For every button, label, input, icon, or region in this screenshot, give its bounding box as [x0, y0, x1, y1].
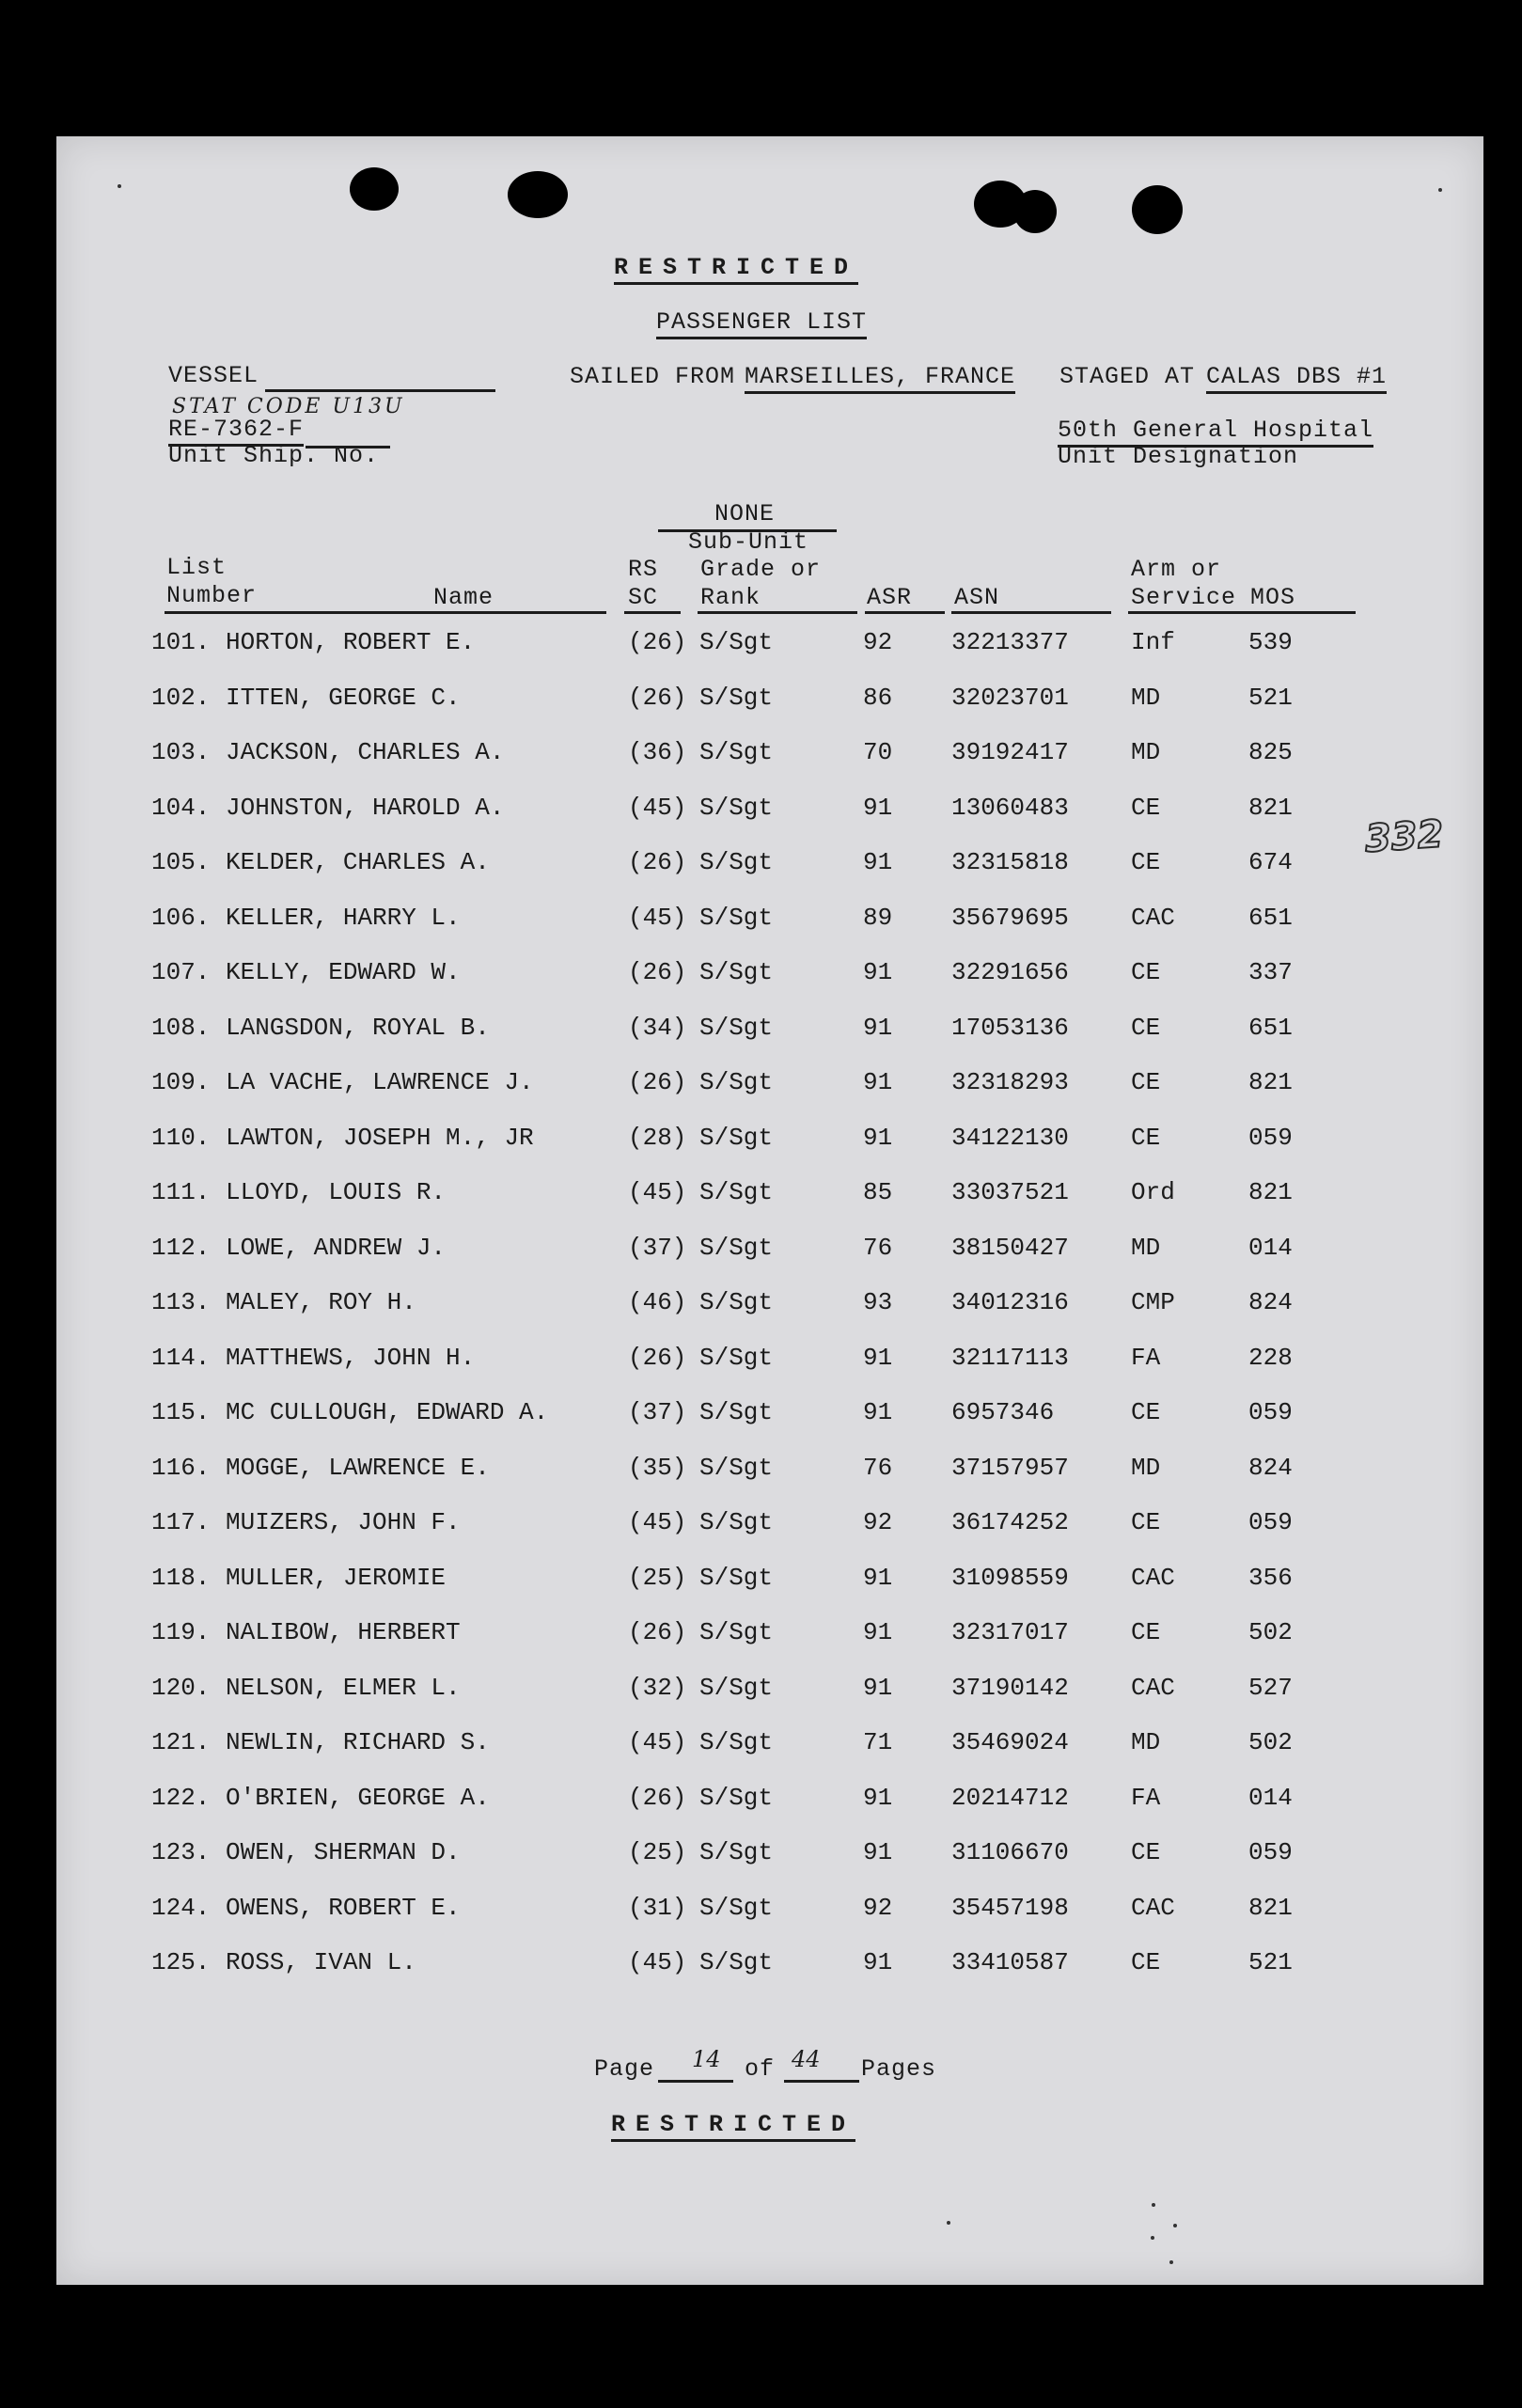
cell-name: OWEN, SHERMAN D.: [226, 1838, 461, 1866]
table-row: [0, 1178, 1522, 1233]
cell-asr: 85: [863, 1178, 893, 1206]
cell-num: 124.: [151, 1893, 211, 1922]
cell-rank: S/Sgt: [699, 1618, 774, 1646]
cell-arm: Inf: [1131, 628, 1175, 656]
cell-arm: Ord: [1131, 1178, 1175, 1206]
cell-rank: S/Sgt: [699, 1508, 774, 1536]
cell-asn: 32317017: [951, 1618, 1069, 1646]
paper-speck: [947, 2221, 950, 2225]
cell-rank: S/Sgt: [699, 1783, 774, 1812]
cell-mos: 651: [1248, 903, 1293, 932]
col-asr: ASR: [867, 584, 913, 611]
table-row: [0, 1454, 1522, 1508]
cell-name: LA VACHE, LAWRENCE J.: [226, 1068, 534, 1096]
cell-num: 111.: [151, 1178, 211, 1206]
staged-at-label: STAGED AT: [1059, 363, 1196, 390]
table-row: [0, 958, 1522, 1013]
footer-page-label: Page: [594, 2055, 655, 2083]
cell-rs: (45): [628, 793, 687, 822]
cell-asr: 91: [863, 1343, 893, 1372]
table-row: [0, 1398, 1522, 1453]
cell-mos: 821: [1248, 1893, 1293, 1922]
cell-asn: 6957346: [951, 1398, 1055, 1426]
cell-mos: 502: [1248, 1728, 1293, 1756]
cell-asr: 91: [863, 1948, 893, 1976]
cell-mos: 059: [1248, 1838, 1293, 1866]
cell-asn: 34122130: [951, 1123, 1069, 1152]
col-grade-line2: Rank: [700, 584, 761, 611]
cell-rank: S/Sgt: [699, 1563, 774, 1592]
cell-asn: 13060483: [951, 793, 1069, 822]
cell-mos: 825: [1248, 738, 1293, 766]
cell-rs: (26): [628, 848, 687, 876]
cell-rank: S/Sgt: [699, 1398, 774, 1426]
table-row: [0, 1068, 1522, 1123]
table-row: [0, 904, 1522, 958]
cell-num: 123.: [151, 1838, 211, 1866]
cell-num: 118.: [151, 1563, 211, 1592]
cell-asn: 32117113: [951, 1343, 1069, 1372]
punch-hole: [1013, 190, 1057, 233]
cell-num: 115.: [151, 1398, 211, 1426]
cell-asr: 91: [863, 1673, 893, 1702]
sailed-from-label: SAILED FROM: [570, 363, 736, 390]
table-row: [0, 1618, 1522, 1673]
sub-unit-value: NONE: [714, 500, 776, 527]
cell-name: ITTEN, GEORGE C.: [226, 683, 461, 712]
cell-asn: 32315818: [951, 848, 1069, 876]
cell-num: 112.: [151, 1233, 211, 1262]
cell-name: LOWE, ANDREW J.: [226, 1233, 447, 1262]
cell-asn: 35457198: [951, 1893, 1069, 1922]
cell-name: KELDER, CHARLES A.: [226, 848, 490, 876]
cell-rank: S/Sgt: [699, 1453, 774, 1482]
cell-num: 102.: [151, 683, 211, 712]
cell-asr: 91: [863, 793, 893, 822]
cell-name: JOHNSTON, HAROLD A.: [226, 793, 505, 822]
cell-num: 121.: [151, 1728, 211, 1756]
cell-num: 105.: [151, 848, 211, 876]
cell-rs: (26): [628, 683, 687, 712]
cell-asn: 36174252: [951, 1508, 1069, 1536]
table-row: [0, 684, 1522, 738]
table-row: [0, 1784, 1522, 1838]
cell-asn: 17053136: [951, 1013, 1069, 1042]
punch-hole: [1132, 185, 1183, 234]
cell-arm: CAC: [1131, 1673, 1175, 1702]
header-rule: [951, 611, 1111, 614]
paper-speck: [1169, 2260, 1173, 2264]
cell-arm: MD: [1131, 1728, 1161, 1756]
cell-arm: CE: [1131, 1013, 1161, 1042]
table-row: [0, 1838, 1522, 1893]
cell-name: KELLY, EDWARD W.: [226, 958, 461, 986]
cell-mos: 059: [1248, 1398, 1293, 1426]
table-row: [0, 1564, 1522, 1618]
cell-asr: 76: [863, 1453, 893, 1482]
cell-asr: 91: [863, 1398, 893, 1426]
cell-num: 106.: [151, 903, 211, 932]
cell-name: ROSS, IVAN L.: [226, 1948, 416, 1976]
cell-arm: CE: [1131, 1508, 1161, 1536]
header-rule: [273, 611, 606, 614]
col-arm-line2: Service: [1131, 584, 1237, 611]
document-title: PASSENGER LIST: [656, 308, 867, 339]
cell-arm: CE: [1131, 1948, 1161, 1976]
cell-asn: 37157957: [951, 1453, 1069, 1482]
vessel-blank: [265, 389, 495, 392]
cell-num: 107.: [151, 958, 211, 986]
cell-rank: S/Sgt: [699, 793, 774, 822]
cell-mos: 651: [1248, 1013, 1293, 1042]
cell-mos: 821: [1248, 793, 1293, 822]
table-row: [0, 1894, 1522, 1948]
cell-rs: (26): [628, 1783, 687, 1812]
table-row: [0, 1344, 1522, 1398]
cell-mos: 059: [1248, 1508, 1293, 1536]
cell-num: 114.: [151, 1343, 211, 1372]
header-rule: [1128, 611, 1356, 614]
cell-rank: S/Sgt: [699, 1013, 774, 1042]
cell-mos: 059: [1248, 1123, 1293, 1152]
table-row: [0, 794, 1522, 848]
cell-mos: 228: [1248, 1343, 1293, 1372]
cell-name: NEWLIN, RICHARD S.: [226, 1728, 490, 1756]
cell-name: LANGSDON, ROYAL B.: [226, 1013, 490, 1042]
cell-asr: 70: [863, 738, 893, 766]
cell-mos: 539: [1248, 628, 1293, 656]
paper-speck: [118, 184, 121, 188]
cell-asr: 91: [863, 1068, 893, 1096]
cell-rs: (45): [628, 1508, 687, 1536]
paper-speck: [1152, 2203, 1155, 2207]
cell-name: NELSON, ELMER L.: [226, 1673, 461, 1702]
cell-rank: S/Sgt: [699, 1178, 774, 1206]
cell-name: OWENS, ROBERT E.: [226, 1893, 461, 1922]
cell-rank: S/Sgt: [699, 738, 774, 766]
cell-asn: 31106670: [951, 1838, 1069, 1866]
cell-rank: S/Sgt: [699, 1233, 774, 1262]
cell-name: MUIZERS, JOHN F.: [226, 1508, 461, 1536]
cell-asn: 20214712: [951, 1783, 1069, 1812]
cell-rs: (32): [628, 1673, 687, 1702]
cell-rs: (34): [628, 1013, 687, 1042]
table-row: [0, 1508, 1522, 1563]
table-row: [0, 1674, 1522, 1728]
cell-arm: CE: [1131, 958, 1161, 986]
cell-asr: 86: [863, 683, 893, 712]
cell-mos: 502: [1248, 1618, 1293, 1646]
cell-rank: S/Sgt: [699, 1673, 774, 1702]
cell-asr: 91: [863, 1618, 893, 1646]
cell-name: MULLER, JEROMIE: [226, 1563, 447, 1592]
cell-rs: (26): [628, 628, 687, 656]
table-row: [0, 1124, 1522, 1178]
cell-arm: FA: [1131, 1343, 1161, 1372]
header-rule: [698, 611, 857, 614]
cell-rs: (31): [628, 1893, 687, 1922]
cell-asr: 91: [863, 1123, 893, 1152]
cell-rank: S/Sgt: [699, 1948, 774, 1976]
page-number-blank: [658, 2080, 733, 2083]
cell-mos: 674: [1248, 848, 1293, 876]
cell-rs: (25): [628, 1563, 687, 1592]
cell-arm: CE: [1131, 1123, 1161, 1152]
cell-mos: 014: [1248, 1783, 1293, 1812]
sub-unit-label: Sub-Unit: [688, 528, 809, 556]
cell-num: 101.: [151, 628, 211, 656]
cell-asn: 32318293: [951, 1068, 1069, 1096]
cell-mos: 821: [1248, 1178, 1293, 1206]
col-rs-line2: SC: [628, 584, 659, 611]
cell-asr: 76: [863, 1233, 893, 1262]
restricted-heading-top: RESTRICTED: [614, 254, 858, 285]
cell-name: MOGGE, LAWRENCE E.: [226, 1453, 490, 1482]
cell-rs: (45): [628, 1948, 687, 1976]
paper-speck: [1173, 2224, 1177, 2227]
cell-num: 104.: [151, 793, 211, 822]
table-row: [0, 738, 1522, 793]
vessel-label: VESSEL: [168, 362, 259, 389]
cell-num: 109.: [151, 1068, 211, 1096]
col-list-line2: Number: [166, 582, 258, 609]
cell-asn: 38150427: [951, 1233, 1069, 1262]
header-rule: [865, 611, 945, 614]
cell-name: NALIBOW, HERBERT: [226, 1618, 461, 1646]
cell-asn: 37190142: [951, 1673, 1069, 1702]
cell-arm: CE: [1131, 793, 1161, 822]
cell-name: MATTHEWS, JOHN H.: [226, 1343, 476, 1372]
cell-name: LLOYD, LOUIS R.: [226, 1178, 447, 1206]
cell-rank: S/Sgt: [699, 1068, 774, 1096]
cell-arm: MD: [1131, 1233, 1161, 1262]
unit-designation-value: 50th General Hospital: [1058, 417, 1373, 448]
cell-name: HORTON, ROBERT E.: [226, 628, 476, 656]
table-row: [0, 628, 1522, 683]
cell-asr: 91: [863, 1783, 893, 1812]
cell-name: MC CULLOUGH, EDWARD A.: [226, 1398, 549, 1426]
cell-rs: (26): [628, 1618, 687, 1646]
cell-num: 119.: [151, 1618, 211, 1646]
cell-arm: MD: [1131, 1453, 1161, 1482]
cell-arm: CE: [1131, 1068, 1161, 1096]
footer-total-pages: 44: [792, 2046, 821, 2072]
col-rs-line1: RS: [628, 556, 659, 583]
cell-asn: 31098559: [951, 1563, 1069, 1592]
cell-asn: 35469024: [951, 1728, 1069, 1756]
cell-mos: 014: [1248, 1233, 1293, 1262]
cell-arm: CE: [1131, 848, 1161, 876]
cell-asn: 39192417: [951, 738, 1069, 766]
cell-rs: (26): [628, 958, 687, 986]
cell-rank: S/Sgt: [699, 1123, 774, 1152]
cell-asr: 91: [863, 1838, 893, 1866]
cell-asr: 92: [863, 628, 893, 656]
cell-rank: S/Sgt: [699, 1288, 774, 1316]
cell-rs: (45): [628, 1178, 687, 1206]
total-pages-blank: [784, 2080, 859, 2083]
cell-name: MALEY, ROY H.: [226, 1288, 416, 1316]
cell-num: 125.: [151, 1948, 211, 1976]
table-row: [0, 1948, 1522, 2003]
unit-ship-label: Unit Ship. No.: [168, 442, 380, 469]
cell-num: 103.: [151, 738, 211, 766]
cell-rs: (25): [628, 1838, 687, 1866]
unit-ship-number: RE-7362-F: [168, 416, 304, 447]
cell-asn: 33037521: [951, 1178, 1069, 1206]
footer-pages-label: Pages: [861, 2055, 937, 2083]
cell-rank: S/Sgt: [699, 628, 774, 656]
cell-arm: CMP: [1131, 1288, 1175, 1316]
cell-rs: (36): [628, 738, 687, 766]
cell-asr: 91: [863, 958, 893, 986]
punch-hole: [350, 167, 399, 211]
cell-num: 110.: [151, 1123, 211, 1152]
cell-rs: (45): [628, 1728, 687, 1756]
cell-arm: CAC: [1131, 903, 1175, 932]
cell-arm: CE: [1131, 1618, 1161, 1646]
paper-speck: [1438, 188, 1442, 192]
cell-rank: S/Sgt: [699, 683, 774, 712]
cell-asn: 34012316: [951, 1288, 1069, 1316]
punch-hole: [508, 171, 568, 218]
footer-of-label: of: [745, 2055, 776, 2083]
cell-arm: FA: [1131, 1783, 1161, 1812]
cell-arm: MD: [1131, 738, 1161, 766]
cell-name: JACKSON, CHARLES A.: [226, 738, 505, 766]
table-row: [0, 1288, 1522, 1343]
page-stamp-number: 332: [1363, 812, 1446, 861]
stat-code-handwritten: STAT CODE U13U: [172, 395, 405, 418]
header-rule: [624, 611, 681, 614]
cell-arm: CAC: [1131, 1563, 1175, 1592]
cell-asr: 89: [863, 903, 893, 932]
staged-at-value: CALAS DBS #1: [1206, 363, 1387, 394]
col-asn: ASN: [954, 584, 1000, 611]
cell-asr: 91: [863, 1563, 893, 1592]
table-row: [0, 848, 1522, 903]
cell-mos: 356: [1248, 1563, 1293, 1592]
cell-mos: 527: [1248, 1673, 1293, 1702]
cell-asr: 71: [863, 1728, 893, 1756]
table-row: [0, 1728, 1522, 1783]
cell-rank: S/Sgt: [699, 1343, 774, 1372]
cell-asn: 32213377: [951, 628, 1069, 656]
col-arm-line1: Arm or: [1131, 556, 1222, 583]
sailed-from-value: MARSEILLES, FRANCE: [745, 363, 1015, 394]
cell-rs: (26): [628, 1068, 687, 1096]
cell-rank: S/Sgt: [699, 1728, 774, 1756]
cell-mos: 821: [1248, 1068, 1293, 1096]
col-list-line1: List: [166, 554, 228, 581]
cell-asr: 92: [863, 1508, 893, 1536]
cell-num: 117.: [151, 1508, 211, 1536]
cell-rank: S/Sgt: [699, 958, 774, 986]
cell-asr: 93: [863, 1288, 893, 1316]
col-name: Name: [433, 584, 494, 611]
cell-num: 113.: [151, 1288, 211, 1316]
cell-asn: 32023701: [951, 683, 1069, 712]
cell-num: 108.: [151, 1013, 211, 1042]
col-mos: MOS: [1250, 584, 1296, 611]
table-row: [0, 1014, 1522, 1068]
cell-mos: 337: [1248, 958, 1293, 986]
cell-rank: S/Sgt: [699, 1893, 774, 1922]
cell-asr: 91: [863, 1013, 893, 1042]
cell-rs: (46): [628, 1288, 687, 1316]
cell-rs: (35): [628, 1453, 687, 1482]
cell-arm: CE: [1131, 1398, 1161, 1426]
paper-speck: [1151, 2236, 1154, 2240]
cell-arm: CAC: [1131, 1893, 1175, 1922]
unit-designation-label: Unit Designation: [1058, 443, 1299, 470]
cell-asn: 32291656: [951, 958, 1069, 986]
cell-rs: (26): [628, 1343, 687, 1372]
cell-arm: MD: [1131, 683, 1161, 712]
cell-name: KELLER, HARRY L.: [226, 903, 461, 932]
cell-asr: 92: [863, 1893, 893, 1922]
cell-rs: (37): [628, 1398, 687, 1426]
cell-num: 122.: [151, 1783, 211, 1812]
cell-mos: 521: [1248, 1948, 1293, 1976]
cell-rs: (45): [628, 903, 687, 932]
cell-mos: 824: [1248, 1453, 1293, 1482]
cell-name: LAWTON, JOSEPH M., JR: [226, 1123, 534, 1152]
cell-num: 120.: [151, 1673, 211, 1702]
cell-rank: S/Sgt: [699, 903, 774, 932]
cell-mos: 521: [1248, 683, 1293, 712]
cell-arm: CE: [1131, 1838, 1161, 1866]
header-rule: [165, 611, 273, 614]
cell-mos: 824: [1248, 1288, 1293, 1316]
cell-rs: (28): [628, 1123, 687, 1152]
cell-rank: S/Sgt: [699, 848, 774, 876]
footer-page-number: 14: [692, 2046, 721, 2072]
cell-name: O'BRIEN, GEORGE A.: [226, 1783, 490, 1812]
cell-asn: 33410587: [951, 1948, 1069, 1976]
cell-num: 116.: [151, 1453, 211, 1482]
cell-asn: 35679695: [951, 903, 1069, 932]
restricted-heading-bottom: RESTRICTED: [611, 2111, 855, 2142]
cell-rank: S/Sgt: [699, 1838, 774, 1866]
col-grade-line1: Grade or: [700, 556, 822, 583]
table-row: [0, 1234, 1522, 1288]
cell-asr: 91: [863, 848, 893, 876]
cell-rs: (37): [628, 1233, 687, 1262]
